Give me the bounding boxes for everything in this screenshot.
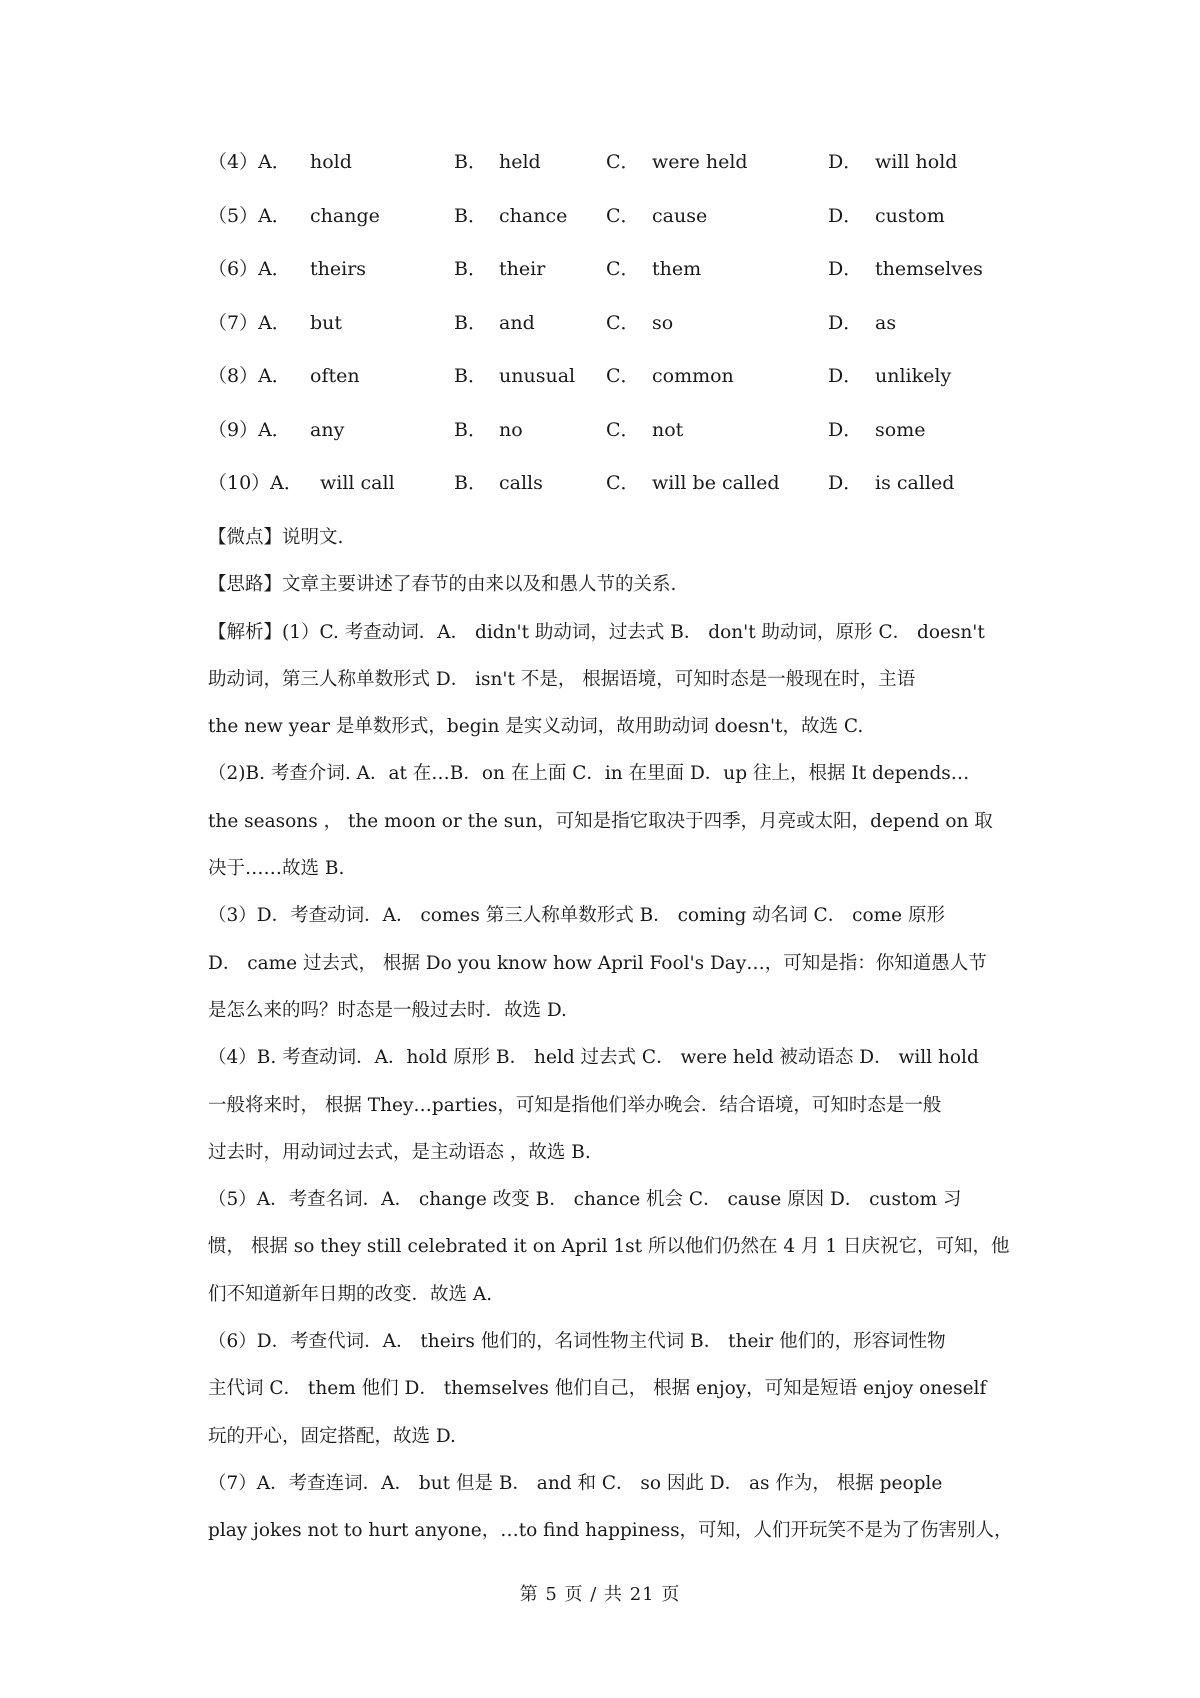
- explanation-text: [208, 525, 1026, 1566]
- analysis-line: 助动词，第三人称单数形式 D． isn't 不是， 根据语境，可知时态是一般现在时，主语: [208, 668, 916, 690]
- page-footer: 第 5 页 / 共 21 页: [519, 1584, 681, 1605]
- option-a: but: [310, 311, 343, 334]
- question-number: （4）A．: [208, 151, 291, 173]
- option-d-label: D．: [828, 472, 863, 494]
- option-c-label: C．: [606, 311, 640, 334]
- option-c-label: C．: [606, 204, 640, 227]
- option-c-label: C．: [606, 472, 640, 494]
- option-d-label: D．: [828, 418, 863, 441]
- option-d-label: D．: [828, 311, 863, 334]
- option-a: any: [310, 418, 345, 441]
- analysis-line: 们不知道新年日期的改变．故选 A.: [208, 1283, 493, 1305]
- option-b-label: B．: [454, 311, 487, 334]
- analysis-line: 【解析】(1）C. 考查动词．A． didn't 助动词，过去式 B． don't 助动词，原形 C． doesn't: [208, 621, 985, 643]
- analysis-line: 惯， 根据 so they still celebrated it on April 1st 所以他们仍然在 4 月 1 日庆祝它，可知，他: [208, 1236, 1010, 1258]
- analysis-line: 一般将来时， 根据 They…parties，可知是指他们举办晚会．结合语境，可知时态是一般: [208, 1094, 942, 1116]
- option-b: unusual: [499, 365, 576, 387]
- option-b: their: [499, 258, 546, 280]
- question-number: （5）A．: [208, 204, 291, 227]
- analysis-line: （2)B. 考查介词. A．at 在…B．on 在上面 C．in 在里面 D．up 往上，根据 It depends…: [208, 763, 970, 785]
- analysis-line: （5）A．考查名词．A． change 改变 B． chance 机会 C． cause 原因 D． custom 习: [208, 1189, 962, 1211]
- analysis-line: 主代词 C． them 他们 D． themselves 他们自己， 根据 enjoy，可知是短语 enjoy oneself: [208, 1378, 987, 1400]
- question-number: （6）A．: [208, 258, 291, 280]
- option-a: often: [310, 365, 360, 387]
- analysis-line: （6）D．考查代词．A． theirs 他们的，名词性物主代词 B． their 他们的，形容词性物: [208, 1331, 946, 1353]
- option-d: will hold: [875, 151, 958, 173]
- option-d: themselves: [875, 258, 983, 280]
- analysis-line: （3）D．考查动词．A． comes 第三人称单数形式 B． coming 动名词 C． come 原形: [208, 905, 945, 927]
- option-row: [208, 364, 1038, 418]
- analysis-line: 玩的开心，固定搭配，故选 D.: [208, 1425, 456, 1447]
- option-row: [208, 471, 1038, 525]
- analysis-line: 是怎么来的吗？时态是一般过去时．故选 D.: [208, 999, 567, 1021]
- option-d-label: D．: [828, 151, 863, 173]
- question-number: （7）A．: [208, 311, 291, 334]
- option-d: as: [875, 311, 897, 334]
- option-c-label: C．: [606, 418, 640, 441]
- option-c: were held: [652, 151, 748, 173]
- option-row: [208, 311, 1038, 365]
- key-point-line: 【微点】说明文.: [208, 527, 344, 548]
- question-number: （9）A．: [208, 418, 291, 441]
- option-d: some: [875, 418, 926, 441]
- question-number: （10）A．: [208, 472, 303, 494]
- option-c: them: [652, 258, 702, 280]
- option-b-label: B．: [454, 151, 487, 173]
- option-row: [208, 204, 1038, 258]
- option-b-label: B．: [454, 258, 487, 280]
- analysis-line: （7）A．考查连词．A． but 但是 B． and 和 C． so 因此 D． as 作为， 根据 people: [208, 1472, 943, 1494]
- option-d-label: D．: [828, 204, 863, 227]
- option-c: so: [652, 311, 674, 334]
- option-d: custom: [875, 204, 945, 227]
- analysis-line: D． came 过去式， 根据 Do you know how April Fool's Day…，可知是指：你知道愚人节: [208, 952, 987, 974]
- option-c: common: [652, 365, 734, 387]
- analysis-line: the seasons ， the moon or the sun，可知是指它取决于四季，月亮或太阳，depend on 取: [208, 810, 993, 832]
- option-c: will be called: [652, 472, 780, 494]
- option-d-label: D．: [828, 365, 863, 387]
- option-row: [208, 150, 1038, 204]
- option-c-label: C．: [606, 365, 640, 387]
- option-b-label: B．: [454, 365, 487, 387]
- option-d-label: D．: [828, 258, 863, 280]
- analysis-line: 过去时，用动词过去式，是主动语态 ，故选 B.: [208, 1141, 591, 1163]
- question-number: （8）A．: [208, 365, 291, 387]
- option-d: is called: [875, 472, 955, 494]
- option-c: cause: [652, 204, 708, 227]
- analysis-line: the new year 是单数形式，begin 是实义动词，故用助动词 doesn't，故选 C.: [208, 716, 864, 738]
- option-c-label: C．: [606, 258, 640, 280]
- option-row: [208, 418, 1038, 472]
- option-b-label: B．: [454, 204, 487, 227]
- option-c: not: [652, 418, 684, 441]
- option-b: and: [499, 311, 535, 334]
- option-a: theirs: [310, 258, 367, 280]
- option-a: change: [310, 204, 380, 227]
- option-b: no: [499, 418, 523, 441]
- option-d: unlikely: [875, 365, 952, 387]
- option-a: hold: [310, 151, 352, 173]
- answer-options: [208, 150, 1038, 525]
- option-b: calls: [499, 472, 543, 494]
- option-b: chance: [499, 204, 568, 227]
- option-b-label: B．: [454, 472, 487, 494]
- option-b: held: [499, 151, 541, 173]
- option-b-label: B．: [454, 418, 487, 441]
- analysis-line: （4）B. 考查动词．A．hold 原形 B． held 过去式 C． were held 被动语态 D． will hold: [208, 1047, 979, 1069]
- option-row: [208, 257, 1038, 311]
- analysis-line: 决于……故选 B.: [208, 858, 345, 880]
- option-c-label: C．: [606, 151, 640, 173]
- idea-line: 【思路】文章主要讲述了春节的由来以及和愚人节的关系.: [208, 574, 677, 596]
- option-a: will call: [320, 472, 395, 494]
- analysis-line: play jokes not to hurt anyone，…to find happiness，可知，人们开玩笑不是为了伤害别人，: [208, 1520, 1013, 1542]
